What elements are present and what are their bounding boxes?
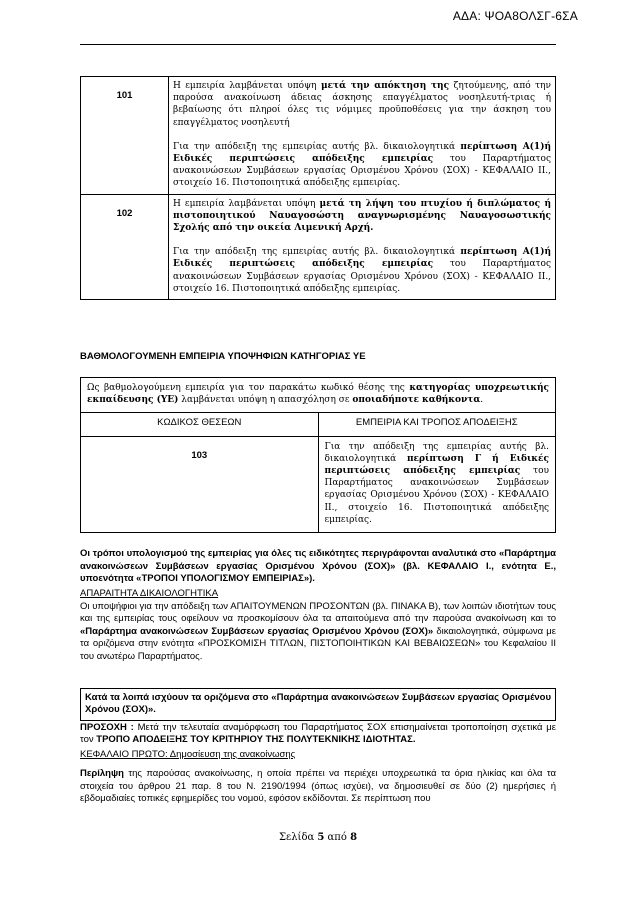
section-title: ΒΑΘΜΟΛΟΓΟΥΜΕΝΗ ΕΜΠΕΙΡΙΑ ΥΠΟΨΗΦΙΩΝ ΚΑΤΗΓΟΡΙΑΣ ΥΕ [80, 351, 366, 362]
required-documents-section [80, 588, 556, 664]
chapter-heading: ΚΕΦΑΛΑΙΟ ΠΡΩΤΟ: Δημοσίευση της ανακοίνωσης [80, 749, 296, 760]
position-code: 101 [81, 77, 169, 195]
column-header-code: ΚΩΔΙΚΟΣ ΘΕΣΕΩΝ [81, 413, 319, 436]
experience-cell: Η εμπειρία λαμβάνεται υπόψη μετά τη λήψη του πτυχίου ή διπλώματος ή πιστοποιητικού Ναυαγοσώστη αναγνωρισμένης Ναυαγοσωστικής Σχολής από την οικεία Λιμενική Αρχή. Για την απόδειξη της εμπειρίας αυτής βλ. δικαιολογητικά περίπτωση Α(1)ή Ειδικές περιπτώσεις απόδειξης εμπειρίας του Παραρτήματος ανακοινώσεων Συμβάσεων εργασίας Ορισμένου Χρόνου (ΣΟΧ) - ΚΕΦΑΛΑΙΟ ΙΙ., στοιχείο 16. Πιστοποιητικά απόδειξης εμπειρίας. [169, 194, 556, 299]
required-documents-heading: ΑΠΑΡΑΙΤΗΤΑ ΔΙΚΑΙΟΛΟΓΗΤΙΚΑ [80, 588, 219, 599]
position-code: 103 [81, 436, 319, 532]
position-code: 102 [81, 194, 169, 299]
required-documents-text: Οι υποψήφιοι για την απόδειξη των ΑΠΑΙΤΟΥΜΕΝΩΝ ΠΡΟΣΟΝΤΩΝ (βλ. ΠΙΝΑΚΑ Β), των λοιπών ιδιοτήτων τους και της εμπειρίας τους οφείλουν να προσκομίσουν όλα τα απαιτούμενα από την παρούσα ανακοίνωση και το «Παράρτημα ανακοινώσεων Συμβάσεων εργασίας Ορισμένου Χρόνου (ΣΟΧ)» δικαιολογητικά, σύμφωνα με τα οριζόμενα στην ενότητα «ΠΡΟΣΚΟΜΙΣΗ ΤΙΤΛΩΝ, ΠΙΣΤΟΠΟΙΗΤΙΚΩΝ ΚΑΙ ΒΕΒΑΙΩΣΕΩΝ» του Κεφαλαίου ΙΙ του ανωτέρω Παραρτήματος. [80, 600, 556, 662]
page-total: 8 [350, 832, 358, 843]
table-header-row [81, 413, 556, 436]
experience-cell: Για την απόδειξη της εμπειρίας αυτής βλ. δικαιολογητικά περίπτωση Γ ή Ειδικές περιπτώσεις απόδειξης εμπειρίας του Παραρτήματος ανακοινώσεων Συμβάσεων εργασίας Ορισμένου Χρόνου (ΣΟΧ) - ΚΕΦΑΛΑΙΟ ΙΙ., στοιχείο 16. Πιστοποιητικά απόδειξης εμπειρίας. [318, 436, 556, 532]
attention-note: ΠΡΟΣΟΧΗ : Μετά την τελευταία αναμόρφωση του Παραρτήματος ΣΟΧ επισημαίνεται τροποποίηση σχετικά με τον ΤΡΟΠΟ ΑΠΟΔΕΙΞΗΣ ΤΟΥ ΚΡΙΤΗΡΙΟΥ ΤΗΣ ΠΟΛΥΤΕΚΝΙΚΗΣ ΙΔΙΟΤΗΤΑΣ. [80, 722, 556, 746]
table-row [81, 378, 556, 413]
ada-code: ΑΔΑ: ΨΟΑ8ΟΛΣΓ-6ΣΑ [452, 9, 578, 23]
intro-cell: Ως βαθμολογούμενη εμπειρία για τον παρακάτω κωδικό θέσης της κατηγορίας υποχρεωτικής εκπαίδευσης (ΥΕ) λαμβάνεται υπόψη η απασχόληση σε οποιαδήποτε καθήκοντα. [81, 378, 556, 413]
experience-calc-note: Οι τρόποι υπολογισμού της εμπειρίας για όλες τις ειδικότητες περιγράφονται αναλυτικά στο «Παράρτημα ανακοινώσεων Συμβάσεων εργασίας Ορισμένου Χρόνου (ΣΟΧ)» (βλ. ΚΕΦΑΛΑΙΟ Ι., ενότητα Ε., υποενότητα «ΤΡΟΠΟΙ ΥΠΟΛΟΓΙΣΜΟΥ ΕΜΠΕΙΡΙΑΣ»). [80, 548, 556, 585]
experience-table-ye [80, 377, 556, 533]
table-row [81, 77, 556, 195]
header-rule [80, 44, 556, 45]
annex-notice-box: Κατά τα λοιπά ισχύουν τα οριζόμενα στο «Παράρτημα ανακοινώσεων Συμβάσεων εργασίας Ορισμένου Χρόνου (ΣΟΧ)». [80, 688, 556, 721]
column-header-experience: ΕΜΠΕΙΡΙΑ ΚΑΙ ΤΡΟΠΟΣ ΑΠΟΔΕΙΞΗΣ [318, 413, 556, 436]
table-row [81, 436, 556, 532]
table-row [81, 194, 556, 299]
experience-table-main [80, 76, 556, 300]
page-number: 5 [317, 832, 325, 843]
summary-paragraph: Περίληψη της παρούσας ανακοίνωσης, η οποία πρέπει να περιέχει υποχρεωτικά τα όρια ηλικίας και όλα τα στοιχεία του άρθρου 21 παρ. 8 του Ν. 2190/1994 (όπως ισχύει), να δημοσιευθεί σε δύο (2) ημερήσιες ή εβδομαδιαίες τοπικές εφημερίδες του νομού, εφόσον εκδίδονται. Σε περίπτωση που [80, 768, 556, 805]
page-footer: Σελίδα 5 από 8 [278, 832, 358, 843]
experience-cell: Η εμπειρία λαμβάνεται υπόψη μετά την απόκτηση της ζητούμενης, από την παρούσα ανακοίνωση άδειας άσκησης επαγγέλματος νοσηλευτή-τριας ή βεβαίωσης ότι πληροί όλες τις νόμιμες προϋποθέσεις για την άσκηση του επαγγέλματος νοσηλευτή Για την απόδειξη της εμπειρίας αυτής βλ. δικαιολογητικά περίπτωση Α(1)ή Ειδικές περιπτώσεις απόδειξης εμπειρίας του Παραρτήματος ανακοινώσεων Συμβάσεων εργασίας Ορισμένου Χρόνου (ΣΟΧ) - ΚΕΦΑΛΑΙΟ ΙΙ., στοιχείο 16. Πιστοποιητικά απόδειξης εμπειρίας. [169, 77, 556, 195]
